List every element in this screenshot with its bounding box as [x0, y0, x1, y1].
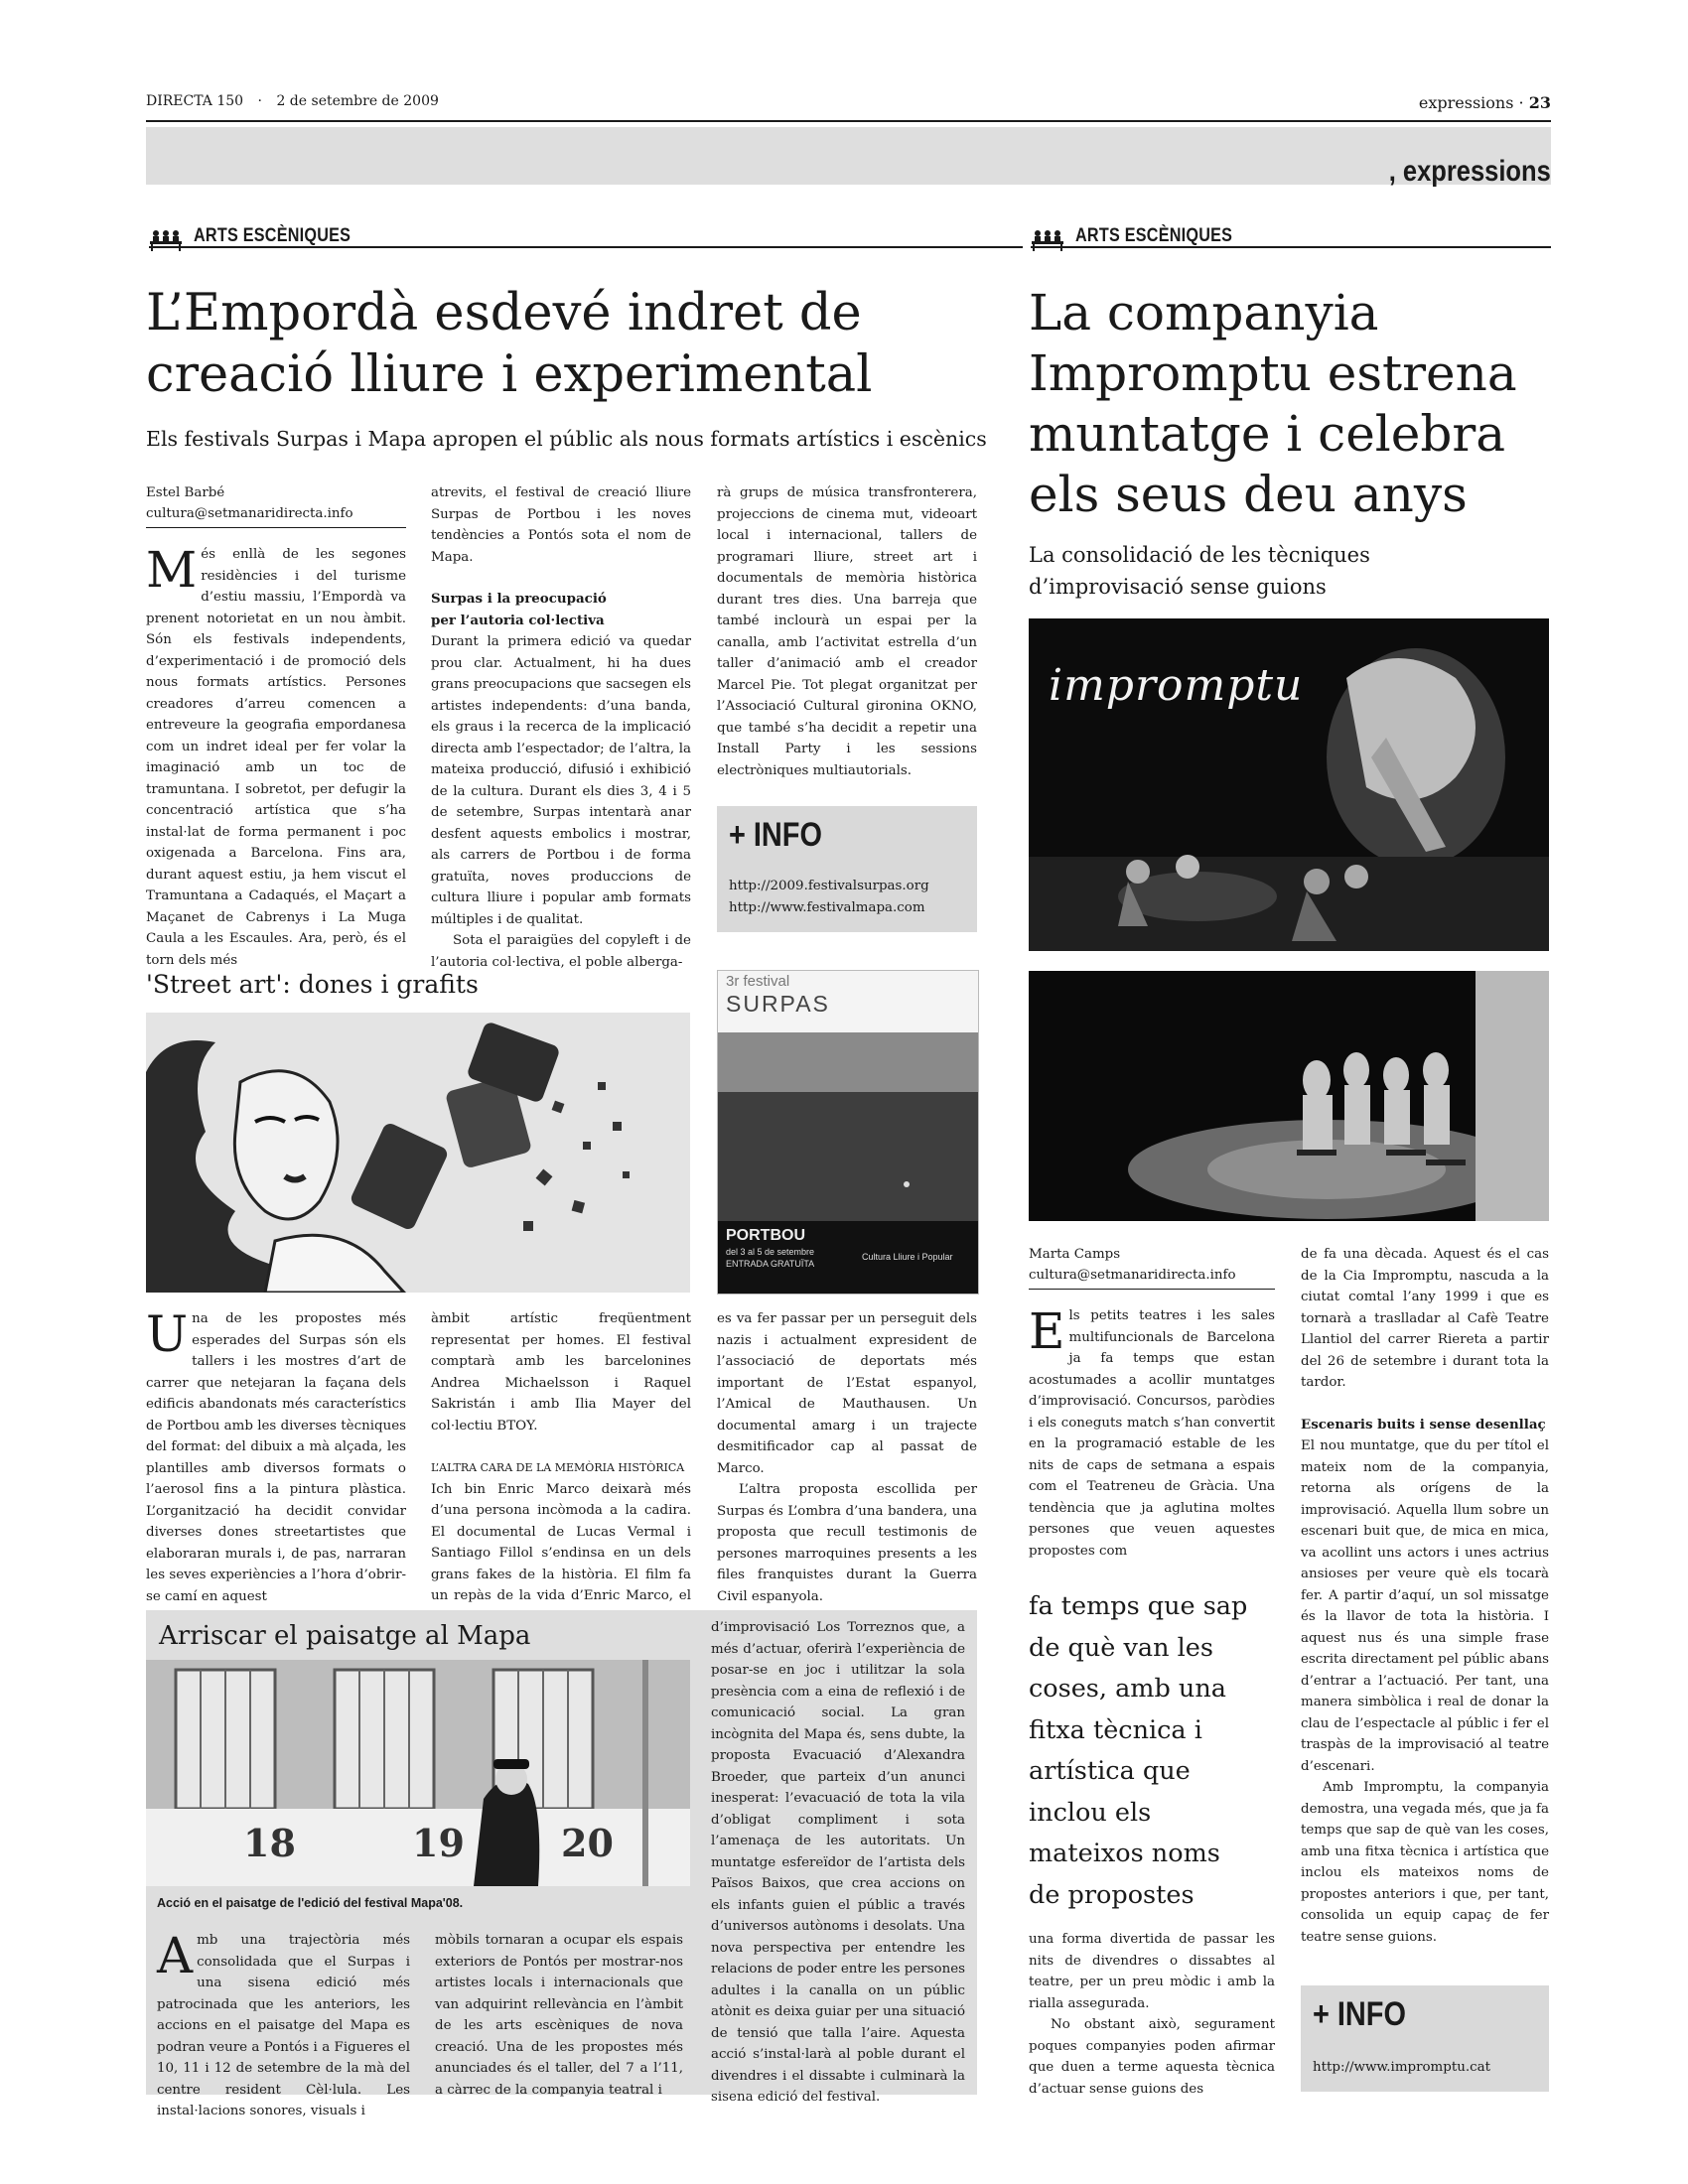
impromptu-photo-2 — [1029, 971, 1549, 1221]
section-name: expressions — [1418, 93, 1514, 112]
left-headline — [146, 283, 1040, 406]
mapa-dropcap: A — [157, 1927, 194, 1984]
street-art-photo — [146, 1013, 690, 1293]
theatre-seats-icon — [1031, 229, 1064, 255]
mapa-caption: Acció en el paisatge de l'edició del festival Mapa'08. — [157, 1896, 464, 1910]
mural-woman-illustration — [146, 1013, 690, 1293]
street-body-1-text: na de les propostes més esperades del Surpas són els tallers i les mostres d’art de carrer que netejaran la façana dels edificis abandonats més característics de Portbou amb les diverses tècniques del format: del dibuix a mà alçada, les plantilles amb diversos formats o l’aerosol fins a la pintura plàstica. L’organització ha decidit convidar diverses dones streetartistes que elaboraran murals i, de pas, narraran les seves experiències a l’hora d’obrir-se camí en aquest — [146, 1311, 406, 1604]
right-subtitle-line2: d’improvisació sense guions — [1029, 575, 1327, 599]
poster-title: SURPAS — [726, 991, 830, 1017]
right-headline-line2: Impromptu estrena — [1029, 344, 1517, 402]
right-email: cultura@setmanaridirecta.info — [1029, 1268, 1236, 1283]
page-number: 23 — [1528, 93, 1551, 112]
mapa-photo — [146, 1660, 690, 1886]
pull-quote-line: de què van les — [1029, 1632, 1213, 1663]
header-section — [1419, 93, 1551, 112]
issue-date: 2 de setembre de 2009 — [276, 93, 439, 109]
right-body-2a: de fa una dècada. Aquest és el cas de la Cia Impromptu, nascuda a la ciutat comtal l’any 1999 i que es tornarà a traslladar al Cafè Teatre Llantiol del carrer Riereta a partir del 26 de setembre i durant tota la tardor. — [1301, 1247, 1549, 1390]
left-body-1-text: és enllà de les segones residències i del turisme d’estiu massiu, l’Empordà va prenent notorietat en un nou àmbit. Són els festivals independents, d’experimentació i de promoció dels nous formats artístics. Persones creadores d’arreu comencen a entreveure la geografia empordanesa com un indret ideal per fer volar la imaginació amb un toc de tramuntana. I sobretot, per defugir la concentració artística que s’ha instal·lat de forma permanent i poc oxigenada a Barcelona. Fins ara, durant aquest estiu, ja hem viscut el Tramuntana a Cadaqués, el Maçart a Maçanet de Cabrenys i La Muga Caula a les Escaules. Ara, però, és el torn dels més — [146, 547, 406, 968]
left-body-3: rà grups de música transfronterera, projeccions de cinema mut, videoart local i internacional, tallers de programari lliure, street art i documentals de memòria històrica durant tres dies. Una barreja que també inclourà un espai per la canalla, amb l’activitat estrella d’un taller d’animació amb el creador Marcel Pie. Tot plegat organitzat per l’Associació Cultural gironina OKNO, que també s’ha decidit a repetir una Install Party i les sessions electròniques multiautorials. — [717, 485, 977, 778]
issue-number: DIRECTA 150 — [146, 93, 244, 109]
street-body-1 — [146, 1305, 406, 1607]
mapa-body-1 — [157, 1927, 410, 2122]
street-body-2b: Ich bin Enric Marco deixarà més d’una persona incòmoda a la cadira. El documental de Lucas Vermal i Santiago Fillol s’endinsa en un dels grans fakes de la història. El film fa un repàs de la vida d’Enric Marco, el — [431, 1481, 691, 1603]
right-subhead: Escenaris buits i sense desenllaç — [1301, 1416, 1546, 1433]
left-body-2a: atrevits, el festival de creació lliure Surpas de Portbou i les noves tendències a Pontós sota el nom de Mapa. — [431, 485, 691, 565]
mapa-body-2: mòbils tornaran a ocupar els espais exteriors de Pontós per mostrar-nos artistes locals i internacionals que van adquirint rellevància en l’àmbit de les arts escèniques de nova creació. Una de les propostes més anunciades és el taller, del 7 a l’11, a càrrec de la companyia teatral i — [435, 1933, 683, 2098]
mapa-column-1 — [157, 1927, 410, 2122]
left-headline-line1: L’Empordà esdevé indret de — [146, 284, 862, 342]
left-headline-line2: creació lliure i experimental — [146, 345, 873, 404]
left-info-box — [717, 806, 977, 932]
right-headline-line3: muntatge i celebra — [1029, 405, 1506, 463]
left-column-3 — [717, 482, 977, 781]
street-column-2 — [431, 1308, 691, 1628]
mapa-column-2 — [435, 1930, 683, 2101]
street-dropcap: U — [146, 1305, 189, 1363]
pull-quote-line: de propostes — [1029, 1879, 1195, 1910]
right-info-title: + INFO — [1313, 1995, 1406, 2033]
byline-rule — [146, 527, 406, 528]
left-column-1 — [146, 482, 406, 971]
right-body-1c: No obstant això, segurament poques companyies poden afirmar que duen a terme aquesta tècnica d’actuar sense guions des — [1029, 2017, 1275, 2097]
pull-quote-line: fa temps que sap — [1029, 1591, 1248, 1621]
poster-dates: del 3 al 5 de setembre — [726, 1247, 815, 1257]
mapa-number-18: 18 — [243, 1821, 296, 1865]
right-subtitle-line1: La consolidació de les tècniques — [1029, 543, 1370, 567]
left-kicker-label: ARTS ESCÈNIQUES — [194, 225, 352, 246]
street-column-1 — [146, 1305, 406, 1607]
mapa-body-3: d’improvisació Los Torreznos que, a més d’actuar, oferirà l’experiència de posar-se en joc i utilitzar la sola presència com a eina de reflexió i de comunicació social. La gran incògnita del Mapa és, sens dubte, la proposta Evacuació d’Alexandra Broeder, que parteix d’un anunci inesperat: l’evacuació de tota la vila d’obligat compliment i sota l’amenaça de les autoritats. Un muntatge esfereïdor de l’artista dels Països Baixos, que crea accions on els infants guien el públic a través d’universos autònoms i desolats. Una nova perspectiva per entendre les relacions de poder entre les persones adultes i la canalla on un públic atònit es deixa guiar per una situació de tensió que talla l’aire. Aquesta acció s’instal·larà al poble durant el divendres i el dissabte i culminarà la sisena edició del festival. — [711, 1620, 965, 2105]
pull-quote-line: mateixos noms — [1029, 1839, 1220, 1868]
section-banner — [146, 127, 1551, 185]
right-info-link[interactable]: http://www.impromptu.cat — [1313, 2060, 1490, 2075]
left-subtitle: Els festivals Surpas i Mapa apropen el públic als nous formats artístics i escènics — [146, 427, 987, 451]
pull-quote-line: inclou els — [1029, 1797, 1152, 1828]
left-body-1 — [146, 541, 406, 971]
right-body-1-text: ls petits teatres i les sales multifuncionals de Barcelona ja fa temps que estan acostumades a acollir muntatges d’improvisació. Concursos, paròdies i els coneguts match s’han convertit en la programació estable de les nits de caps de setmana a espais com el Teatreneu de Gràcia. Una tendència que ja aglutina moltes persones que veuen aquestes propostes com — [1029, 1308, 1275, 1559]
poster-free: ENTRADA GRATUÏTA — [726, 1259, 815, 1269]
right-body-1 — [1029, 1302, 1275, 1562]
theatre-seats-icon — [149, 229, 183, 255]
mapa-column-3 — [711, 1617, 965, 2109]
right-headline-line4: els seus deu anys — [1029, 466, 1468, 523]
left-kicker-rule — [149, 246, 1023, 248]
right-subtitle — [1029, 539, 1555, 603]
poster-edition: 3r festival — [726, 973, 790, 990]
left-info-link-1[interactable]: http://2009.festivalsurpas.org — [729, 879, 929, 893]
street-body-3b: L’altra proposta escollida per Surpas és L’ombra d’una bandera, una proposta que recull testimonis de persones marroquines presents a les files franquistes durant la Guerra Civil espanyola. — [717, 1482, 977, 1604]
header-rule — [146, 120, 1551, 122]
left-info-link-2[interactable]: http://www.festivalmapa.com — [729, 900, 925, 915]
left-author: Estel Barbé — [146, 485, 225, 500]
header-bullet-2: · — [1518, 93, 1524, 112]
impromptu-logo-text: impromptu — [1049, 660, 1304, 711]
left-dropcap: M — [146, 541, 198, 599]
street-subhead: L’ALTRA CARA DE LA MEMÒRIA HISTÒRICA — [431, 1461, 685, 1474]
right-info-box — [1301, 1985, 1549, 2092]
pull-quote — [1029, 1586, 1287, 1916]
actors-chairs-image — [1029, 971, 1549, 1221]
mapa-number-20: 20 — [561, 1821, 614, 1865]
right-body-2c: Amb Impromptu, la companyia demostra, una vegada més, que ja fa temps que sap de què van les coses, amb una fitxa tècnica i artística que inclou els mateixos noms de propostes anteriors i que, per tant, consolida un equip capaç de fer teatre sense guions. — [1301, 1780, 1549, 1945]
pull-quote-line: coses, amb una — [1029, 1674, 1226, 1704]
left-subhead-2: per l’autoria col·lectiva — [431, 612, 605, 628]
right-dropcap: E — [1029, 1302, 1065, 1360]
pull-quote-line: artística que — [1029, 1756, 1191, 1786]
street-body-2a: àmbit artístic freqüentment representat per homes. El festival comptarà amb les barcelonines Andrea Michaelsson i Raquel Sakristán i amb Ilia Mayer del col·lectiu BTOY. — [431, 1311, 691, 1433]
left-email: cultura@setmanaridirecta.info — [146, 506, 353, 521]
right-byline-rule — [1029, 1289, 1275, 1290]
poster-tag: Cultura Lliure i Popular — [862, 1252, 953, 1262]
left-body-2b: Durant la primera edició va quedar prou clar. Actualment, hi ha dues grans preocupacions que sacsegen els artistes independents: d’una banda, els graus i la recerca de la implicació directa amb l’espectador; de l’altra, la mateixa producció, difusió i exhibició de la cultura. Durant els dies 3, 4 i 5 de setembre, Surpas intentarà anar desfent aquests embolics i mostrar, als carrers de Portbou i de forma gratuïta, noves produccions de cultura lliure i popular amb formats múltiples i de qualitat. — [431, 634, 691, 927]
left-info-title: + INFO — [729, 816, 822, 854]
left-column-2 — [431, 482, 691, 973]
right-body-2b: El nou muntatge, que du per títol el mateix nom de la companyia, retorna als orígens de la improvisació. Aquella llum sobre un escenari buit que, de mica en mica, va acollint uns actors i unes actrius ansioses per veure què els tocarà fer. A partir d’aquí, un sol missatge és la llavor de tota la història. I aquest nus és una simple frase escrita directament pel públic abans d’entrar a l’actuació. Per tant, una manera simbòlica i real de donar la clau de l’espectacle al públic i fer el traspàs de la improvisació al teatre d’escenari. — [1301, 1438, 1549, 1774]
street-body-3a: es va fer passar per un perseguit dels nazis i actualment expresident de l’associació de deportats més important de l’Estat espanyol, l’Amical de Mauthausen. Un documental amarg i un trajecte desmitificador cap al passat de Marco. — [717, 1311, 977, 1476]
running-header — [146, 93, 1551, 115]
right-kicker-label: ARTS ESCÈNIQUES — [1075, 225, 1233, 246]
mapa-title: Arriscar el paisatge al Mapa — [159, 1621, 531, 1651]
street-art-title: 'Street art': dones i grafits — [146, 970, 479, 999]
mapa-number-19: 19 — [412, 1821, 465, 1865]
surpas-poster — [717, 970, 979, 1295]
right-column-1b — [1029, 1929, 1275, 2100]
left-subhead-1: Surpas i la preocupació — [431, 591, 607, 607]
impromptu-photo-1 — [1029, 618, 1549, 951]
pull-quote-line: fitxa tècnica i — [1029, 1714, 1202, 1745]
poster-place: PORTBOU — [726, 1227, 805, 1244]
right-kicker-rule — [1031, 246, 1551, 248]
right-column-2 — [1301, 1244, 1549, 1948]
section-banner-label: , expressions — [1388, 155, 1551, 188]
right-headline — [1029, 283, 1555, 525]
right-column-1 — [1029, 1244, 1275, 1562]
right-author: Marta Camps — [1029, 1247, 1121, 1262]
right-headline-line1: La companyia — [1029, 284, 1379, 341]
left-body-2c: Sota el paraigües del copyleft i de l’autoria col·lectiva, el poble alberga- — [431, 933, 691, 970]
poster-sea-image — [718, 971, 978, 1294]
header-bullet: · — [257, 93, 262, 109]
right-body-1b: una forma divertida de passar les nits de divendres o dissabtes al teatre, per un preu mòdic i amb la rialla assegurada. — [1029, 1932, 1275, 2011]
mapa-body-1-text: mb una trajectòria més consolidada que el Surpas i una sisena edició més patrocinada que les anteriors, les accions en el paisatge del Mapa es podran veure a Pontós i a Figueres el 10, 11 i 12 de setembre de la mà del centre resident Cèl·lula. Les instal·lacions sonores, visuals i — [157, 1933, 410, 2118]
street-column-3 — [717, 1308, 977, 1607]
